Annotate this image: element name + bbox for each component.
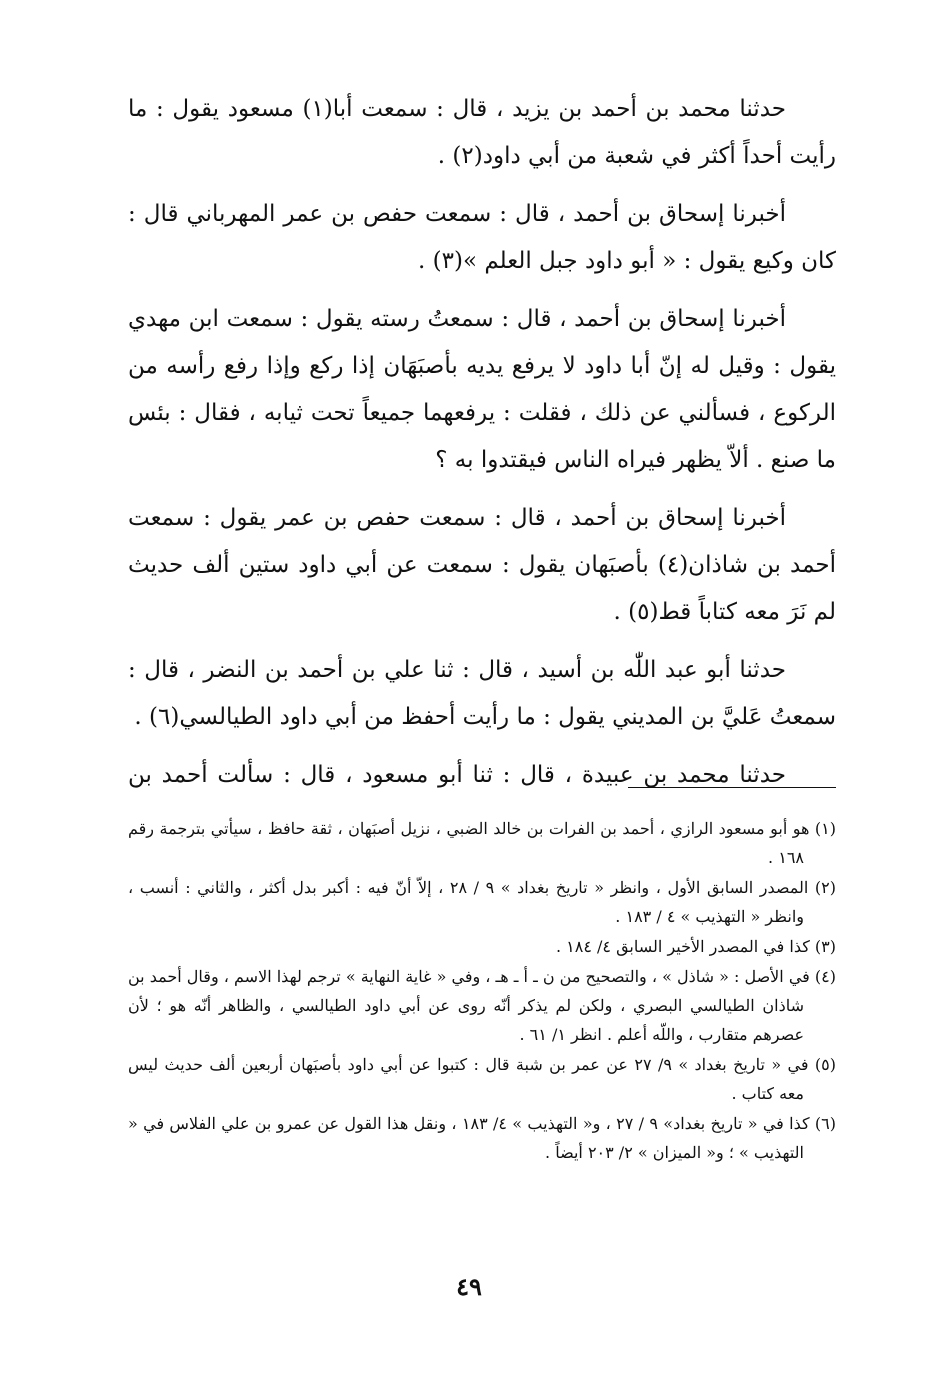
- footnote-4: (٤) في الأصل : « شاذل » ، والتصحيح من ن ـ أ ـ هـ ، وفي « غاية النهاية » ترجم لهذا الاسم ، وقال أحمد بن شاذان الطيالسي البصري ، ولكن لم يذكر أنّه روى عن أبي داود الطيالسي ، والظاهر أنّه هو ؛ لأن عصرهم متقارب ، واللّه أعلم . انظر ١/ ٦١ .: [128, 967, 836, 1044]
- footnote-1: (١) هو أبو مسعود الرازي ، أحمد بن الفرات بن خالد الضبي ، نزيل أصبَهان ، ثقة حافظ ، سيأتي بترجمة رقم ١٦٨ .: [128, 819, 836, 867]
- footnote-6: (٦) كذا في « تاريخ بغداد» ٩ / ٢٧ ، و« التهذيب » ٤/ ١٨٣ ، ونقل هذا القول عن عمرو بن علي الفلاس في « التهذيب » ؛ و« الميزان » ٢/ ٢٠٣ أيضاً .: [128, 1114, 837, 1162]
- paragraph-2: أخبرنا إسحاق بن أحمد ، قال : سمعت حفص بن عمر المهرباني قال : كان وكيع يقول : « أبو داود جبل العلم »(٣) .: [128, 201, 836, 274]
- footnote-separator: [628, 787, 836, 788]
- footnotes-section: [128, 814, 836, 1168]
- footnote-5: (٥) في « تاريخ بغداد » ٩/ ٢٧ عن عمر بن شبة قال : كتبوا عن أبي داود بأصبَهان أربعين ألف حديث ليس معه كتاب .: [128, 1055, 837, 1103]
- main-text-block: [128, 86, 836, 799]
- paragraph-5: حدثنا أبو عبد اللّٰه بن أسيد ، قال : ثنا علي بن أحمد بن النضر ، قال : سمعتُ عَليَّ بن المديني يقول : ما رأيت أحفظ من أبي داود الطيالسي(٦) .: [128, 657, 836, 730]
- paragraph-4: أخبرنا إسحاق بن أحمد ، قال : سمعت حفص بن عمر يقول : سمعت أحمد بن شاذان(٤) بأصبَهان يقول : سمعت عن أبي داود ستين ألف حديث لم نَرَ معه كتاباً قط(٥) .: [128, 505, 836, 625]
- page-number: ٤٩: [456, 1272, 482, 1301]
- paragraph-6: حدثنا محمد بن عبيدة ، قال : ثنا أبو مسعود ، قال : سألت أحمد بن: [128, 762, 786, 788]
- footnote-3: (٣) كذا في المصدر الأخير السابق ٤/ ١٨٤ .: [555, 937, 836, 956]
- paragraph-3: أخبرنا إسحاق بن أحمد ، قال : سمعتُ رسته يقول : سمعت ابن مهدي يقول : وقيل له إنّ أبا داود لا يرفع يديه بأصبَهَان إذا ركع وإذا رفع رأسه من الركوع ، فسألني عن ذلك ، فقلت : يرفعهما جميعاً تحت ثيابه ، فقال : بئس ما صنع . ألاّ يظهر فيراه الناس فيقتدوا به ؟: [128, 306, 836, 473]
- paragraph-1: حدثنا محمد بن أحمد بن يزيد ، قال : سمعت أبا(١) مسعود يقول : ما رأيت أحداً أكثر في شعبة من أبي داود(٢) .: [128, 96, 836, 169]
- footnote-2: (٢) المصدر السابق الأول ، وانظر « تاريخ بغداد » ٩ / ٢٨ ، إلاّ أنّ فيه : أكبر بدل أكثر ، والثاني : أنسب ، وانظر « التهذيب » ٤ / ١٨٣ .: [128, 878, 836, 926]
